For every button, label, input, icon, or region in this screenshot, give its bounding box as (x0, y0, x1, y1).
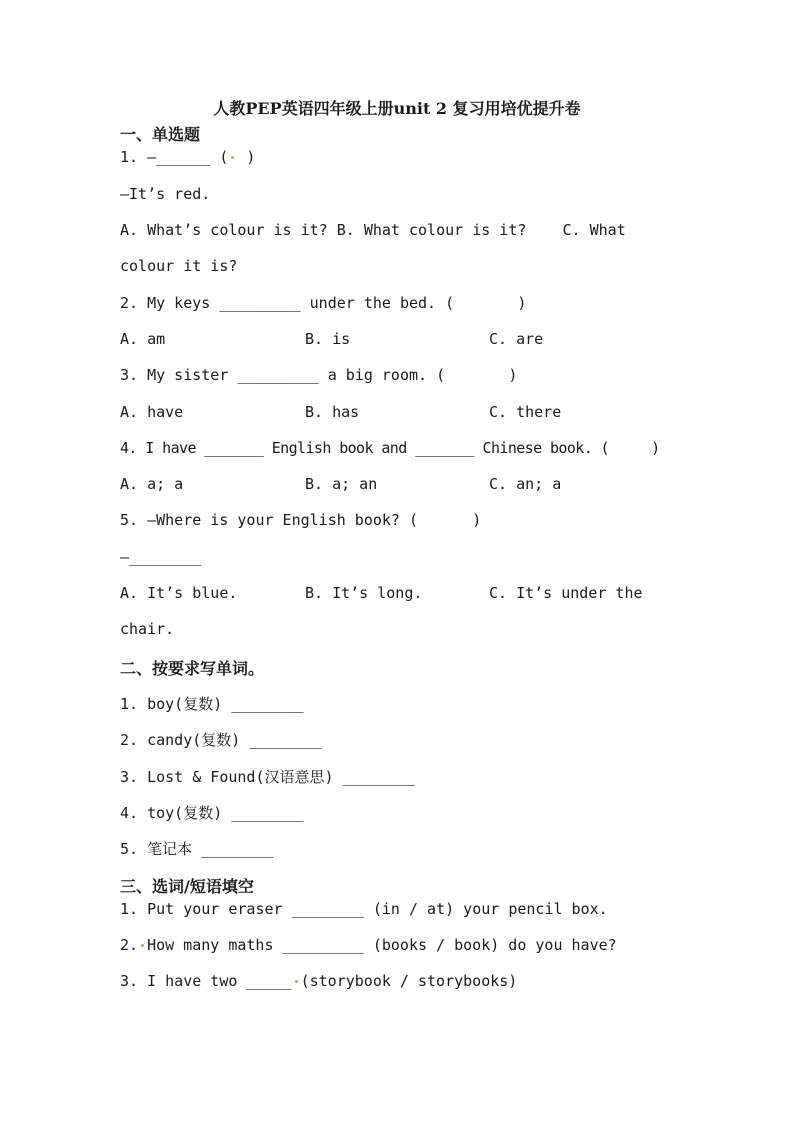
question-5-option-b: B. It’s long. (305, 584, 423, 602)
question-4-stem: 4. I have _______ English book and _______ Chinese book. ( ) (120, 439, 660, 457)
part3-item-3-text: 3. I have two _____ (120, 972, 292, 990)
question-5-answer-line: —________ (120, 548, 202, 566)
question-2-option-c: C. are (489, 330, 544, 348)
part2-item-3: 3. Lost & Found(汉语意思) ________ (120, 768, 415, 786)
question-5-stem: 5. —Where is your English book? ( ) (120, 511, 482, 529)
question-1-answer-line: —It’s red. (120, 185, 211, 203)
question-3-stem: 3. My sister _________ a big room. ( ) (120, 366, 518, 384)
dot-mark-icon (231, 156, 234, 159)
question-1-stem (120, 148, 255, 166)
question-3-option-a: A. have (120, 403, 184, 421)
part3-item-3 (120, 972, 517, 990)
part3-item-2-text: How many maths _________ (books / book) do you have? (147, 936, 617, 954)
section-heading-1: 一、单选题 (120, 125, 201, 144)
part2-item-5: 5. 笔记本 ________ (120, 840, 274, 858)
part3-item-2-number: 2. (120, 936, 139, 954)
q1-text-end: ) (246, 148, 256, 166)
part3-item-1: 1. Put your eraser ________ (in / at) your pencil box. (120, 900, 608, 918)
question-5-option-c-cont: chair. (120, 620, 175, 638)
part3-item-3-options: (storybook / storybooks) (300, 972, 518, 990)
question-4-option-b: B. a; an (305, 475, 378, 493)
question-3-option-c: C. there (489, 403, 562, 421)
q1-text: 1. —______ ( (120, 148, 229, 166)
part2-item-1: 1. boy(复数) ________ (120, 695, 304, 713)
page-title: 人教PEP英语四年级上册unit 2 复习用培优提升卷 (213, 99, 581, 118)
question-5-option-a: A. It’s blue. (120, 584, 238, 602)
question-2-option-b: B. is (305, 330, 351, 348)
question-3-option-b: B. has (305, 403, 360, 421)
question-1-options: A. What’s colour is it? B. What colour is it? C. What (120, 221, 626, 239)
part2-item-2: 2. candy(复数) ________ (120, 731, 322, 749)
question-1-options-cont: colour it is? (120, 257, 238, 275)
dot-mark-icon (141, 944, 144, 947)
question-4-option-c: C. an; a (489, 475, 562, 493)
dot-mark-icon (295, 980, 298, 983)
part2-item-4: 4. toy(复数) ________ (120, 804, 304, 822)
question-5-option-c: C. It’s under the (489, 584, 643, 602)
section-heading-2: 二、按要求写单词。 (120, 659, 265, 678)
section-heading-3: 三、选词/短语填空 (120, 877, 254, 896)
question-2-option-a: A. am (120, 330, 166, 348)
part3-item-2 (120, 936, 617, 954)
question-4-option-a: A. a; a (120, 475, 184, 493)
question-2-stem: 2. My keys _________ under the bed. ( ) (120, 294, 527, 312)
